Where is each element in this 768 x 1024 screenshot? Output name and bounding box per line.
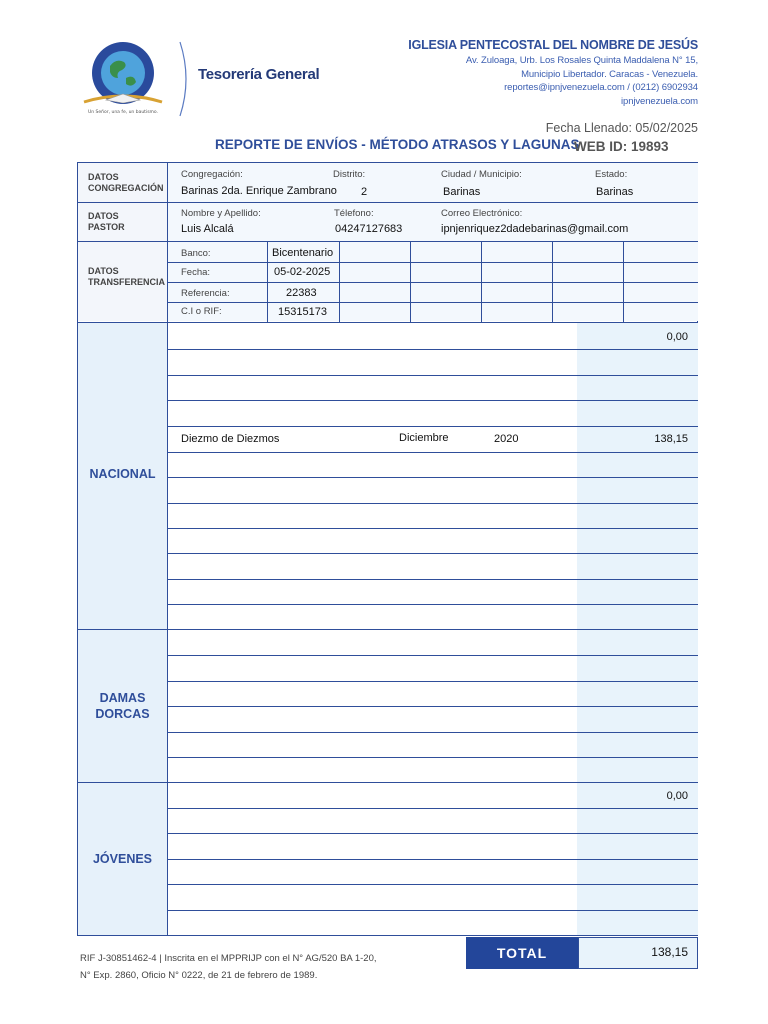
telefono-value: 04247127683: [335, 223, 403, 235]
church-info: [408, 38, 698, 108]
referencia-label: Referencia:: [181, 288, 230, 299]
ci-rif-value: 15315173: [278, 306, 327, 318]
church-logo: [74, 40, 172, 118]
congregacion-section-label: DATOS CONGREGACIÓN: [88, 172, 164, 193]
header-divider: [178, 40, 194, 118]
nombre-value: Luis Alcalá: [181, 223, 234, 235]
legal-footer: [80, 950, 377, 984]
distrito-label: Distrito:: [333, 169, 366, 180]
contact-line: reportes@ipnjvenezuela.com / (0212) 6902934: [504, 82, 698, 93]
estado-value: Barinas: [596, 186, 634, 198]
distrito-value: 2: [361, 186, 368, 198]
footer-line-1: RIF J-30851462-4 | Inscrita en el MPPRIJP con el N° AG/520 BA 1-20,: [80, 953, 377, 964]
ci-rif-label: C.I o RIF:: [181, 306, 222, 317]
fecha-label: Fecha:: [181, 267, 211, 278]
nacional-month: Diciembre: [399, 432, 449, 444]
web-id: WEB ID: 19893: [574, 139, 669, 154]
website-line: ipnjvenezuela.com: [621, 95, 698, 107]
congregacion-value: Barinas 2da. Enrique Zambrano: [181, 185, 337, 197]
nacional-amount-1: 0,00: [666, 331, 688, 343]
banco-value: Bicentenario: [272, 247, 334, 259]
church-name: IGLESIA PENTECOSTAL DEL NOMBRE DE JESÚS: [408, 38, 698, 52]
correo-value: ipnjenriquez2dadebarinas@gmail.com: [441, 223, 629, 235]
footer-line-2: N° Exp. 2860, Oficio N° 0222, de 21 de febrero de 1989.: [80, 970, 318, 981]
nacional-label: NACIONAL: [89, 467, 156, 481]
ciudad-label: Ciudad / Municipio:: [441, 169, 522, 180]
correo-label: Correo Electrónico:: [441, 208, 523, 219]
nacional-amount-entry: 138,15: [654, 433, 688, 445]
damas-dorcas-label: DAMAS DORCAS: [95, 691, 150, 721]
jovenes-label: JÓVENES: [92, 852, 153, 866]
transferencia-section-label: DATOS TRANSFERENCIA: [88, 266, 166, 287]
total-value: 138,15: [651, 945, 688, 959]
pastor-section-label: DATOS PASTOR: [88, 211, 125, 232]
fecha-llenado: Fecha Llenado: 05/02/2025: [545, 121, 698, 135]
fecha-value: 05-02-2025: [274, 266, 331, 278]
address-line-1: Av. Zuloaga, Urb. Los Rosales Quinta Maddalena N° 15,: [465, 55, 698, 66]
total-label: TOTAL: [466, 937, 578, 969]
telefono-label: Télefono:: [334, 208, 374, 219]
logo-motto: Un Señor, una fe, un bautismo.: [87, 110, 159, 115]
estado-label: Estado:: [595, 169, 628, 180]
department-title: Tesorería General: [198, 66, 320, 83]
ciudad-value: Barinas: [443, 186, 481, 198]
nombre-label: Nombre y Apellido:: [181, 208, 261, 219]
address-line-2: Municipio Libertador. Caracas - Venezuela.: [521, 68, 698, 80]
referencia-value: 22383: [286, 287, 317, 299]
banco-label: Banco:: [181, 248, 211, 259]
congregacion-label: Congregación:: [181, 169, 243, 180]
report-title: REPORTE DE ENVÍOS - MÉTODO ATRASOS Y LAGUNAS: [215, 137, 580, 152]
nacional-year: 2020: [494, 433, 519, 445]
nacional-concept: Diezmo de Diezmos: [181, 433, 280, 445]
jovenes-amount-1: 0,00: [666, 790, 688, 802]
